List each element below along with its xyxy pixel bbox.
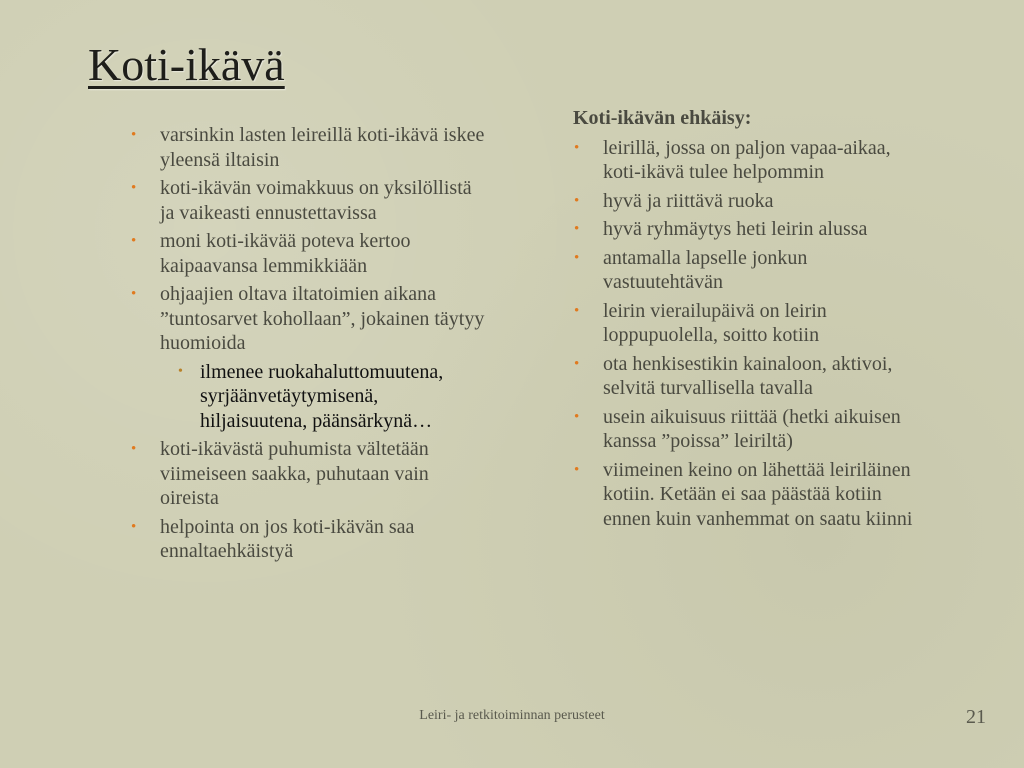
list-item-text: leirillä, jossa on paljon vapaa-aikaa, koti-ikävä tulee helpommin — [603, 136, 891, 183]
list-item-text: varsinkin lasten leireillä koti-ikävä iskee yleensä iltaisin — [160, 124, 485, 171]
list-item — [130, 282, 490, 433]
list-item-text: helpointa on jos koti-ikävän saa ennaltaehkäistyä — [160, 515, 415, 562]
list-item-text: koti-ikävän voimakkuus on yksilöllistä ja vaikeasti ennustettavissa — [160, 177, 472, 224]
bullet-icon: • — [574, 355, 580, 372]
list-item — [573, 352, 918, 401]
right-bullet-list — [573, 136, 918, 532]
list-item-text: koti-ikävästä puhumista vältetään viimeiseen saakka, puhutaan vain oireista — [160, 438, 429, 509]
list-item-text: ohjaajien oltava iltatoimien aikana ”tuntosarvet kohollaan”, jokainen täytyy huomioida — [160, 283, 485, 354]
list-item-text: usein aikuisuus riittää (hetki aikuisen kanssa ”poissa” leiriltä) — [603, 405, 901, 452]
list-item — [130, 437, 490, 511]
list-item — [573, 217, 918, 242]
list-item-text: hyvä ja riittävä ruoka — [603, 189, 774, 212]
list-item-text: antamalla lapselle jonkun vastuutehtävän — [603, 246, 808, 293]
sub-bullet-list — [160, 360, 490, 434]
bullet-icon: • — [574, 408, 580, 425]
list-item-text: ota henkisestikin kainaloon, aktivoi, selvitä turvallisella tavalla — [603, 352, 893, 399]
right-column-heading: Koti-ikävän ehkäisy: — [573, 107, 752, 129]
bullet-icon: • — [574, 139, 580, 156]
bullet-icon: • — [131, 286, 137, 302]
sub-bullet-icon: • — [178, 363, 183, 379]
right-column — [573, 106, 918, 535]
page-number: 21 — [966, 706, 986, 728]
sub-list-item — [176, 360, 490, 434]
list-item — [573, 458, 918, 532]
bullet-icon: • — [574, 461, 580, 478]
bullet-icon: • — [131, 518, 137, 535]
left-bullet-list — [130, 123, 490, 568]
list-item — [573, 299, 918, 348]
list-item — [573, 405, 918, 454]
list-item-text: viimeinen keino on lähettää leiriläinen kotiin. Ketään ei saa päästää kotiin ennen kuin vanhemmat on saatu kiinni — [603, 458, 913, 530]
list-item — [130, 515, 490, 564]
list-item — [130, 176, 490, 225]
slide-title: Koti-ikävä — [88, 39, 285, 90]
list-item — [573, 246, 918, 295]
bullet-icon: • — [131, 233, 137, 249]
list-item — [130, 123, 490, 172]
footer-text: Leiri- ja retkitoiminnan perusteet — [419, 708, 605, 723]
bullet-icon: • — [574, 221, 580, 237]
bullet-icon: • — [131, 441, 137, 457]
bullet-icon: • — [131, 180, 137, 196]
bullet-icon: • — [574, 302, 580, 319]
list-item — [573, 136, 918, 185]
bullet-icon: • — [574, 192, 580, 209]
list-item-text: hyvä ryhmäytys heti leirin alussa — [603, 218, 868, 240]
list-item-text: moni koti-ikävää poteva kertoo kaipaavansa lemmikkiään — [160, 230, 411, 277]
list-item — [130, 229, 490, 278]
bullet-icon: • — [131, 127, 137, 143]
list-item — [573, 189, 918, 214]
bullet-icon: • — [574, 249, 580, 266]
list-item-text: leirin vierailupäivä on leirin loppupuolella, soitto kotiin — [603, 299, 827, 346]
sub-list-item-text: ilmenee ruokahaluttomuutena, syrjäänvetäytymisenä, hiljaisuutena, päänsärkynä… — [200, 360, 444, 432]
